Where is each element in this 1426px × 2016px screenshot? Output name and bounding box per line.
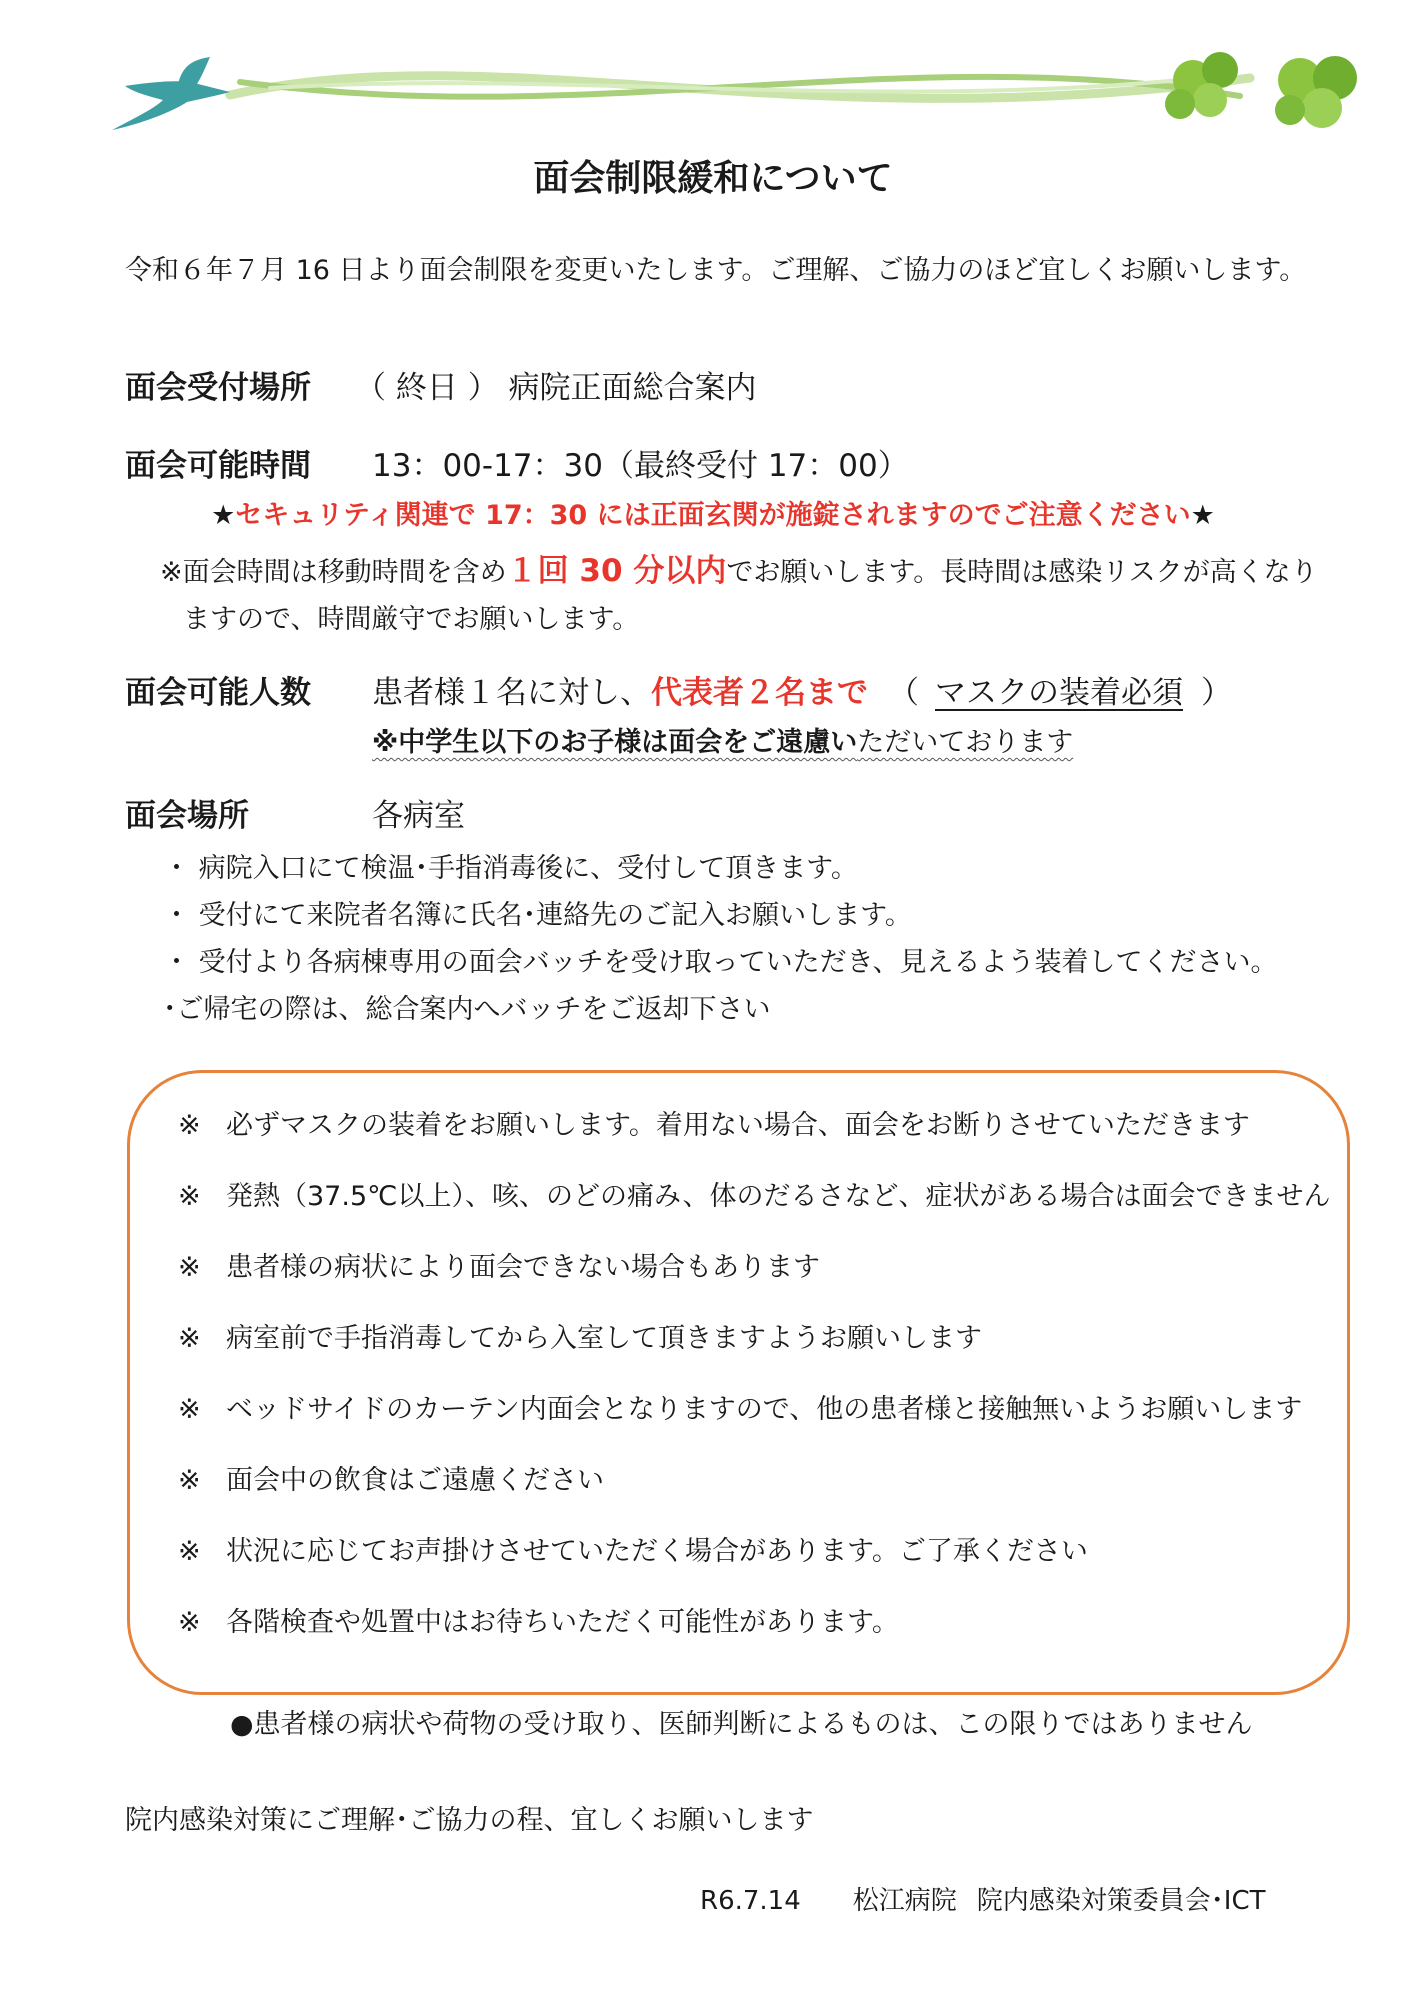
notice-text: 状況に応じてお声掛けさせていただく場合があります。ご了承ください [226,1536,1088,1567]
children-note [372,720,1073,759]
reception-label: 面会受付場所 [125,370,311,406]
place-bullet: ・ 受付より各病棟専用の面会バッチを受け取っていただき、見えるよう装着してください。 [163,947,1278,978]
hours-value: 13：00-17：30（最終受付 17：00） [372,448,909,484]
notice-item [178,1174,1331,1213]
paren-close: ） [1201,675,1232,711]
visitors-label: 面会可能人数 [125,675,311,711]
notice-text: ベッドサイドのカーテン内面会となりますので、他の患者様と接触無いようお願いします [226,1394,1303,1425]
notice-item [178,1458,604,1497]
clover-icon [1275,56,1357,128]
place-bullet: ･ご帰宅の際は、総合案内へバッチをご返却下さい [163,994,771,1025]
footer [700,1880,1266,1917]
notice-mark: ※ [178,1536,201,1567]
notice-mark: ※ [178,1181,201,1212]
footer-date: R6.7.14 [700,1886,801,1916]
footer-org: 松江病院 [852,1886,957,1916]
page-title: 面会制限緩和について [533,158,893,199]
paren-open: （ [888,675,919,711]
star-left: ★ [211,500,236,531]
star-right: ★ [1190,500,1215,531]
children-note-bold: ※中学生以下のお子様は面会をご遠慮い [372,727,858,758]
clover-icon [1165,52,1238,119]
notice-text: 患者様の病状により面会できない場合もあります [226,1252,820,1283]
visitors-highlight: 代表者２名まで [651,675,868,711]
bird-icon [112,57,230,130]
reception-value: （ 終日 ） 病院正面総合案内 [355,370,757,406]
notice-mark: ※ [178,1607,201,1638]
notice-item [178,1103,1250,1142]
notice-text: 病室前で手指消毒してから入室して頂きますようお願いします [226,1323,982,1354]
notice-mark: ※ [178,1110,201,1141]
duration-note [160,545,1318,590]
security-text: セキュリティ関連で 17：30 には正面玄関が施錠されますのでご注意ください [235,500,1191,531]
notice-text: 各階検査や処置中はお待ちいただく可能性があります。 [226,1607,899,1638]
notice-item [178,1529,1088,1568]
notice-text: 必ずマスクの装着をお願いします。着用ない場合、面会をお断りさせていただきます [226,1110,1250,1141]
duration-note-suffix: でお願いします。長時間は感染リスクが高くなり [726,557,1318,588]
notice-box [127,1070,1350,1695]
place-value: 各病室 [372,798,465,834]
notice-item [178,1245,820,1284]
notice-mark: ※ [178,1323,201,1354]
visitors-prefix: 患者様１名に対し、 [372,675,651,711]
place-bullet: ・ 病院入口にて検温･手指消毒後に、受付して頂きます。 [163,853,858,884]
children-note-normal: ただいております [857,727,1074,758]
intro-text: 令和６年７月 16 日より面会制限を変更いたします。ご理解、ご協力のほど宜しくお願いします。 [125,255,1307,286]
hours-label: 面会可能時間 [125,448,311,484]
notice-mark: ※ [178,1252,201,1283]
place-label: 面会場所 [125,798,249,834]
header-decoration [0,0,1426,150]
mask-required: マスクの装着必須 [935,675,1183,711]
place-bullet: ・ 受付にて来院者名簿に氏名･連絡先のご記入お願いします。 [163,900,912,931]
duration-highlight: １回 30 分以内 [506,553,727,589]
closing-text: 院内感染対策にご理解･ご協力の程、宜しくお願いします [125,1805,814,1836]
duration-note-prefix: ※面会時間は移動時間を含め [160,557,507,588]
visitors-value [372,667,1232,712]
exception-note: ●患者様の病状や荷物の受け取り、医師判断によるものは、この限りではありません [230,1709,1253,1740]
duration-note-line2: ますので、時間厳守でお願いします。 [183,604,640,635]
notice-item [178,1316,982,1355]
notice-text: 発熱（37.5℃以上）、咳、のどの痛み、体のだるさなど、症状がある場合は面会できません [226,1181,1331,1212]
footer-committee: 院内感染対策委員会･ICT [976,1886,1266,1916]
notice-mark: ※ [178,1394,201,1425]
notice-mark: ※ [178,1465,201,1496]
notice-text: 面会中の飲食はご遠慮ください [226,1465,604,1496]
notice-item [178,1387,1302,1426]
security-note [0,493,1426,532]
notice-item [178,1600,899,1639]
